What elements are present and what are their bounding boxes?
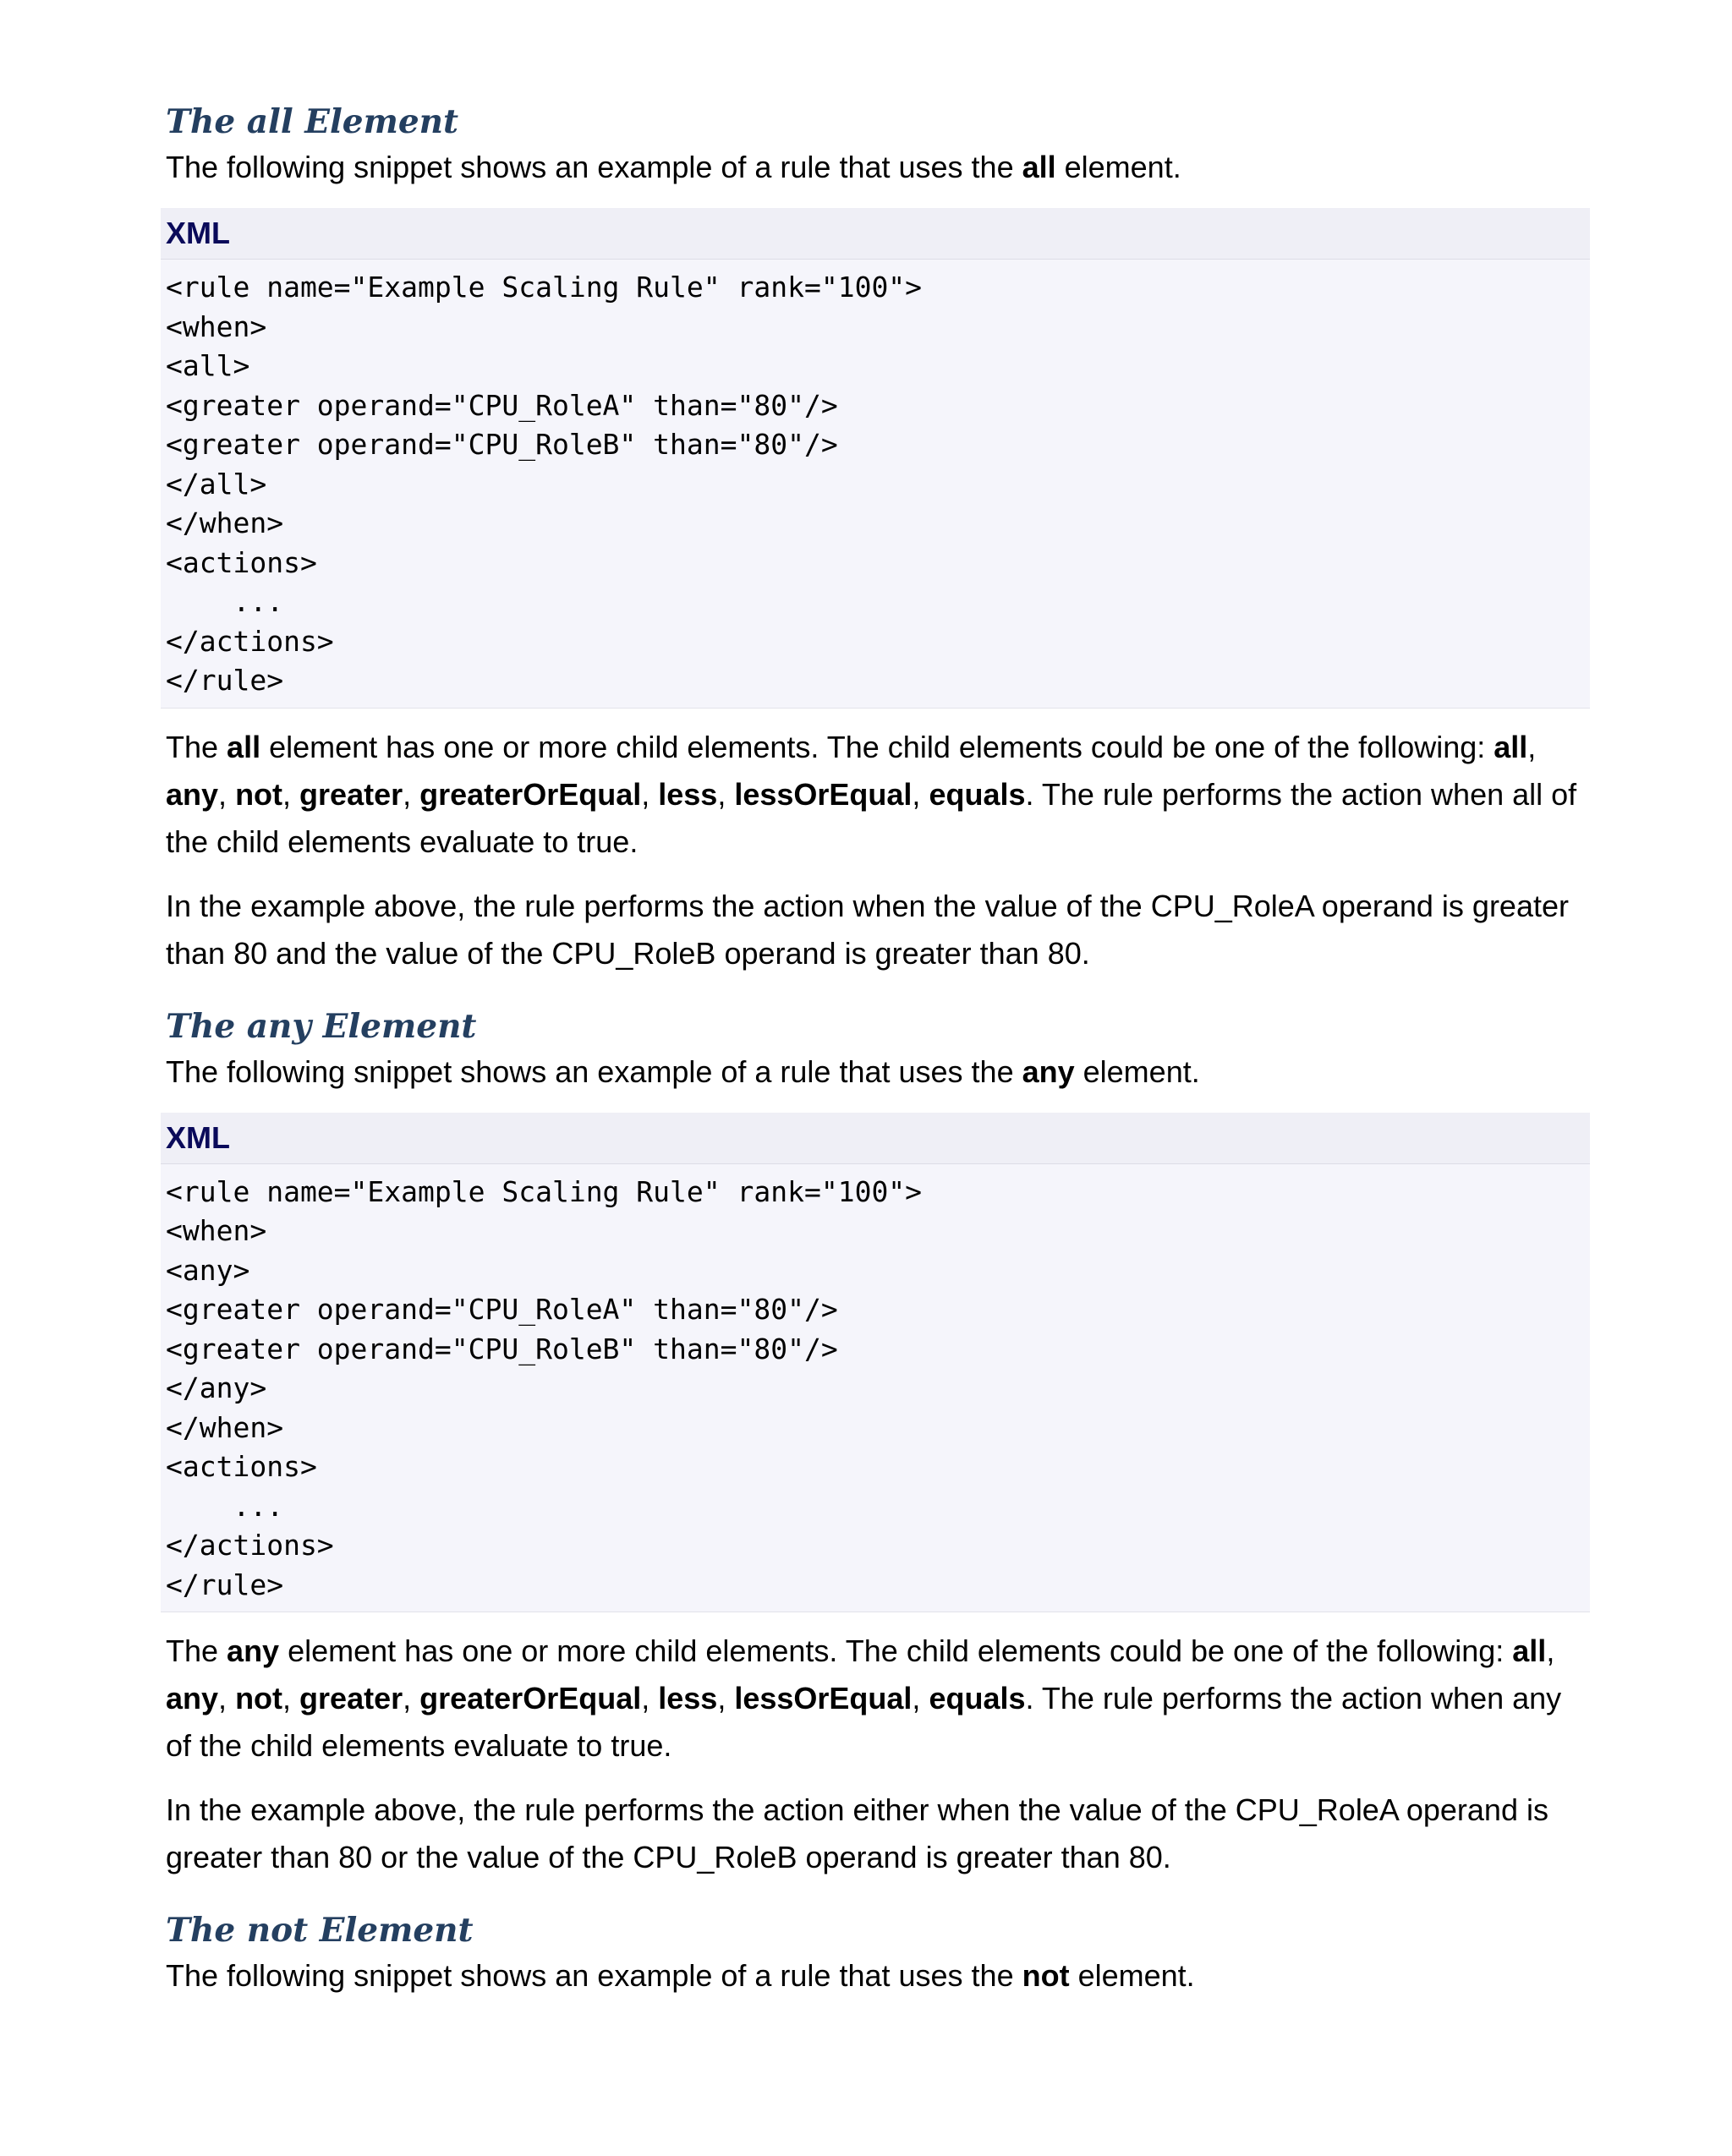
child-element-name: lessOrEqual — [734, 776, 913, 812]
desc-text: element has one or more child elements. The child elements could be one of the following: — [260, 729, 1494, 764]
section-heading-all: The all Element — [166, 102, 459, 141]
section-intro-not — [166, 1952, 1587, 2000]
section-intro-all — [166, 144, 1587, 191]
separator: , — [641, 1681, 659, 1715]
child-element-name: equals — [929, 1681, 1026, 1715]
document-page — [166, 100, 1587, 2000]
section-example-all: In the example above, the rule performs the action when the value of the CPU_RoleA operand is greater than 80 and the value of the CPU_RoleB operand is greater than 80. — [166, 888, 1569, 971]
desc-text: element has one or more child elements. The child elements could be one of the following: — [279, 1633, 1513, 1668]
section-description-any — [166, 1628, 1587, 1770]
desc-keyword: all — [227, 729, 261, 764]
separator: , — [1546, 1633, 1555, 1668]
section-intro-any — [166, 1048, 1587, 1096]
section-heading-not: The not Element — [166, 1911, 474, 1950]
intro-keyword: any — [1022, 1053, 1075, 1089]
child-element-name: any — [166, 776, 219, 812]
intro-text: The following snippet shows an example of a rule that uses the — [166, 1053, 1022, 1089]
child-element-name: not — [235, 776, 283, 812]
separator: , — [717, 1681, 735, 1715]
code-snippet[interactable]: <rule name="Example Scaling Rule" rank="100"> <when> <all> <greater operand="CPU_RoleA" than="80"/> <greater operand="CPU_RoleB" than="80"/> </all> </when> <actions> ... </actions> </rule> — [166, 271, 923, 697]
separator: , — [912, 1681, 929, 1715]
desc-text-end: . The rule performs the action when all of the child elements evaluate to true. — [166, 776, 1577, 859]
intro-text: The following snippet shows an example of a rule that uses the — [166, 1958, 1022, 1993]
section-example-any: In the example above, the rule performs the action either when the value of the CPU_RoleA operand is greater than 80 or the value of the CPU_RoleB operand is greater than 80. — [166, 1792, 1548, 1874]
child-element-name: equals — [929, 776, 1026, 812]
code-language-label: XML — [161, 208, 1590, 260]
separator: , — [403, 1681, 420, 1715]
intro-keyword: all — [1022, 150, 1056, 184]
code-block-any — [161, 1113, 1590, 1613]
desc-text-end: . The rule performs the action when any of the child elements evaluate to true. — [166, 1681, 1562, 1763]
separator: , — [641, 776, 659, 812]
section-description-all — [166, 724, 1587, 866]
separator: , — [717, 776, 735, 812]
desc-text: The — [166, 729, 227, 764]
child-element-name: greater — [299, 1681, 403, 1715]
code-snippet[interactable]: <rule name="Example Scaling Rule" rank="100"> <when> <any> <greater operand="CPU_RoleA" than="80"/> <greater operand="CPU_RoleB" than="80"/> </any> </when> <actions> ... </actions> </rule> — [166, 1174, 923, 1601]
separator: , — [282, 1681, 300, 1715]
child-element-name: all — [1494, 729, 1528, 764]
child-element-name: less — [658, 1681, 718, 1715]
intro-keyword: not — [1022, 1958, 1070, 1993]
child-element-name: less — [658, 776, 718, 812]
child-element-name: all — [1512, 1633, 1547, 1668]
child-element-name: greaterOrEqual — [419, 776, 642, 812]
separator: , — [282, 776, 300, 812]
code-block-all — [161, 208, 1590, 709]
section-heading-any: The any Element — [166, 1006, 477, 1046]
separator: , — [1527, 729, 1537, 764]
child-element-name: not — [235, 1681, 283, 1715]
separator: , — [218, 1681, 236, 1715]
separator: , — [403, 776, 420, 812]
intro-text-end: element. — [1069, 1958, 1195, 1993]
code-language-label: XML — [161, 1113, 1590, 1164]
child-element-name: greaterOrEqual — [419, 1681, 642, 1715]
intro-text-end: element. — [1074, 1053, 1200, 1089]
intro-text-end: element. — [1055, 150, 1181, 184]
separator: , — [218, 776, 236, 812]
child-element-name: greater — [299, 776, 403, 812]
intro-text: The following snippet shows an example of a rule that uses the — [166, 150, 1022, 184]
separator: , — [912, 776, 929, 812]
child-element-name: any — [166, 1681, 219, 1715]
child-element-name: lessOrEqual — [734, 1681, 913, 1715]
desc-keyword: any — [227, 1633, 280, 1668]
desc-text: The — [166, 1633, 227, 1668]
